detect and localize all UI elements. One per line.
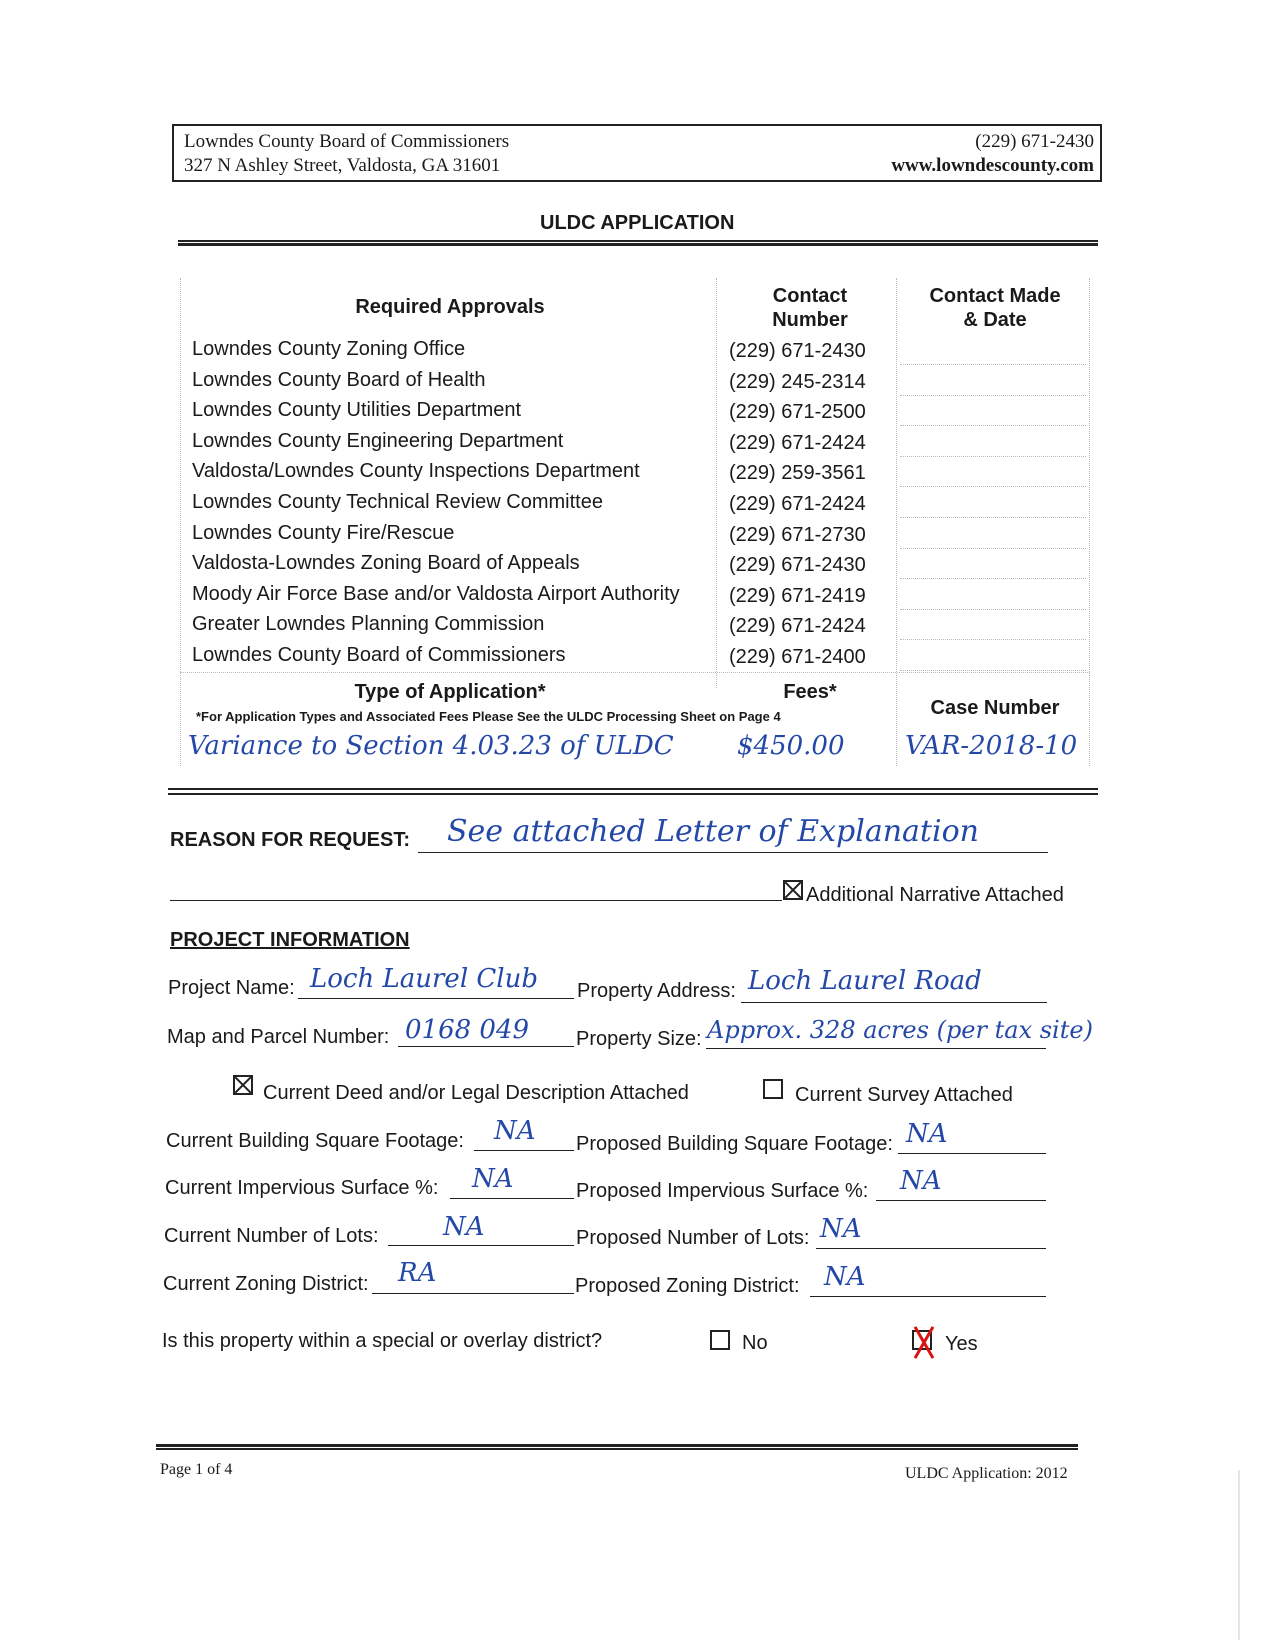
- survey-checkbox[interactable]: [763, 1079, 783, 1099]
- approval-row-name: Valdosta/Lowndes County Inspections Department: [192, 460, 640, 482]
- approval-row-number: (229) 245-2314: [729, 371, 866, 393]
- proposed-building-sqft-value[interactable]: NA: [906, 1119, 948, 1149]
- current-lots-value[interactable]: NA: [443, 1212, 485, 1242]
- contact-made-cell[interactable]: [900, 517, 1086, 518]
- survey-label: Current Survey Attached: [795, 1084, 1013, 1106]
- approval-row-name: Lowndes County Board of Health: [192, 369, 486, 391]
- proposed-impervious-label: Proposed Impervious Surface %:: [576, 1180, 869, 1202]
- org-name: Lowndes County Board of Commissioners: [184, 131, 510, 152]
- approval-row-number: (229) 671-2430: [729, 340, 866, 362]
- overlay-no-label: No: [742, 1332, 768, 1354]
- approval-row-number: (229) 671-2730: [729, 524, 866, 546]
- current-impervious-value[interactable]: NA: [472, 1164, 514, 1194]
- case-number-label: Case Number: [930, 697, 1060, 719]
- proposed-lots-label: Proposed Number of Lots:: [576, 1227, 810, 1249]
- title-rule: [178, 240, 1098, 246]
- current-building-sqft-label: Current Building Square Footage:: [166, 1130, 464, 1152]
- approval-row-name: Lowndes County Engineering Department: [192, 430, 564, 452]
- contact-made-cell[interactable]: [900, 670, 1086, 671]
- project-info-heading: PROJECT INFORMATION: [170, 929, 410, 951]
- contact-made-cell[interactable]: [900, 548, 1086, 549]
- property-address-label: Property Address:: [577, 980, 736, 1002]
- contact-made-cell[interactable]: [900, 425, 1086, 426]
- current-impervious-label: Current Impervious Surface %:: [165, 1177, 439, 1199]
- current-zoning-label: Current Zoning District:: [163, 1273, 369, 1295]
- fees-note: *For Application Types and Associated Fees Please See the ULDC Processing Sheet on Page 4: [196, 709, 781, 724]
- type-of-application-label: Type of Application*: [354, 681, 546, 703]
- col-contact-made: Contact Made & Date: [929, 285, 1061, 331]
- scan-edge: [1238, 1470, 1240, 1640]
- approval-row-name: Lowndes County Utilities Department: [192, 399, 522, 421]
- overlay-yes-label: Yes: [945, 1333, 978, 1355]
- contact-made-cell[interactable]: [900, 395, 1086, 396]
- org-phone: (229) 671-2430: [975, 131, 1094, 152]
- approval-row-number: (229) 671-2419: [729, 585, 866, 607]
- approval-row-name: Lowndes County Fire/Rescue: [192, 522, 455, 544]
- narrative-checkbox[interactable]: [783, 880, 803, 900]
- property-size-label: Property Size:: [576, 1028, 702, 1050]
- deed-label: Current Deed and/or Legal Description Attached: [263, 1082, 689, 1104]
- property-address-value[interactable]: Loch Laurel Road: [748, 966, 982, 996]
- narrative-label: Additional Narrative Attached: [806, 884, 1064, 906]
- footer-rule: [156, 1444, 1078, 1450]
- page-number: Page 1 of 4: [160, 1461, 233, 1478]
- approval-row-name: Lowndes County Technical Review Committee: [192, 491, 603, 513]
- approval-row-number: (229) 259-3561: [729, 462, 866, 484]
- approval-row-name: Valdosta-Lowndes Zoning Board of Appeals: [192, 552, 580, 574]
- case-number-value: VAR-2018-10: [905, 731, 1078, 761]
- approval-row-name: Lowndes County Board of Commissioners: [192, 644, 566, 666]
- approval-row-number: (229) 671-2424: [729, 493, 866, 515]
- current-zoning-value[interactable]: RA: [398, 1258, 437, 1288]
- approval-row-name: Greater Lowndes Planning Commission: [192, 613, 545, 635]
- proposed-zoning-value[interactable]: NA: [824, 1262, 866, 1292]
- org-website: www.lowndescounty.com: [891, 155, 1094, 176]
- approval-row-number: (229) 671-2424: [729, 615, 866, 637]
- project-name-label: Project Name:: [168, 977, 295, 999]
- approval-row-number: (229) 671-2400: [729, 646, 866, 668]
- fee-value: $450.00: [737, 731, 845, 761]
- approval-row-number: (229) 671-2424: [729, 432, 866, 454]
- overlay-yes-checkbox[interactable]: [912, 1330, 932, 1350]
- proposed-zoning-label: Proposed Zoning District:: [575, 1275, 800, 1297]
- current-building-sqft-value[interactable]: NA: [494, 1116, 536, 1146]
- overlay-question: Is this property within a special or overlay district?: [162, 1330, 603, 1352]
- letterhead: [172, 124, 1102, 182]
- map-parcel-value[interactable]: 0168 049: [405, 1015, 530, 1045]
- property-size-value[interactable]: Approx. 328 acres (per tax site): [707, 1016, 1093, 1044]
- form-version: ULDC Application: 2012: [905, 1465, 1068, 1482]
- form-title: ULDC APPLICATION: [540, 212, 735, 234]
- contact-made-cell[interactable]: [900, 639, 1086, 640]
- contact-made-cell[interactable]: [900, 456, 1086, 457]
- contact-made-cell[interactable]: [900, 486, 1086, 487]
- org-address: 327 N Ashley Street, Valdosta, GA 31601: [184, 155, 501, 176]
- overlay-no-checkbox[interactable]: [710, 1330, 730, 1350]
- contact-made-cell[interactable]: [900, 609, 1086, 610]
- project-name-value[interactable]: Loch Laurel Club: [310, 964, 538, 994]
- col-required-approvals: Required Approvals: [355, 296, 545, 318]
- approval-row-number: (229) 671-2430: [729, 554, 866, 576]
- approval-row-name: Moody Air Force Base and/or Valdosta Airport Authority: [192, 583, 680, 605]
- reason-value[interactable]: See attached Letter of Explanation: [447, 814, 979, 849]
- proposed-lots-value[interactable]: NA: [820, 1214, 862, 1244]
- application-type-value: Variance to Section 4.03.23 of ULDC: [188, 731, 674, 761]
- approval-row-name: Lowndes County Zoning Office: [192, 338, 466, 360]
- proposed-impervious-value[interactable]: NA: [900, 1166, 942, 1196]
- contact-made-cell[interactable]: [900, 578, 1086, 579]
- proposed-building-sqft-label: Proposed Building Square Footage:: [576, 1133, 893, 1155]
- col-contact-number: Contact Number: [772, 285, 848, 331]
- deed-checkbox[interactable]: [233, 1075, 253, 1095]
- reason-label: REASON FOR REQUEST:: [170, 829, 411, 851]
- map-parcel-label: Map and Parcel Number:: [167, 1026, 390, 1048]
- current-lots-label: Current Number of Lots:: [164, 1225, 379, 1247]
- approval-row-number: (229) 671-2500: [729, 401, 866, 423]
- contact-made-cell[interactable]: [900, 364, 1086, 365]
- fees-label: Fees*: [783, 681, 837, 703]
- section-rule: [168, 788, 1098, 795]
